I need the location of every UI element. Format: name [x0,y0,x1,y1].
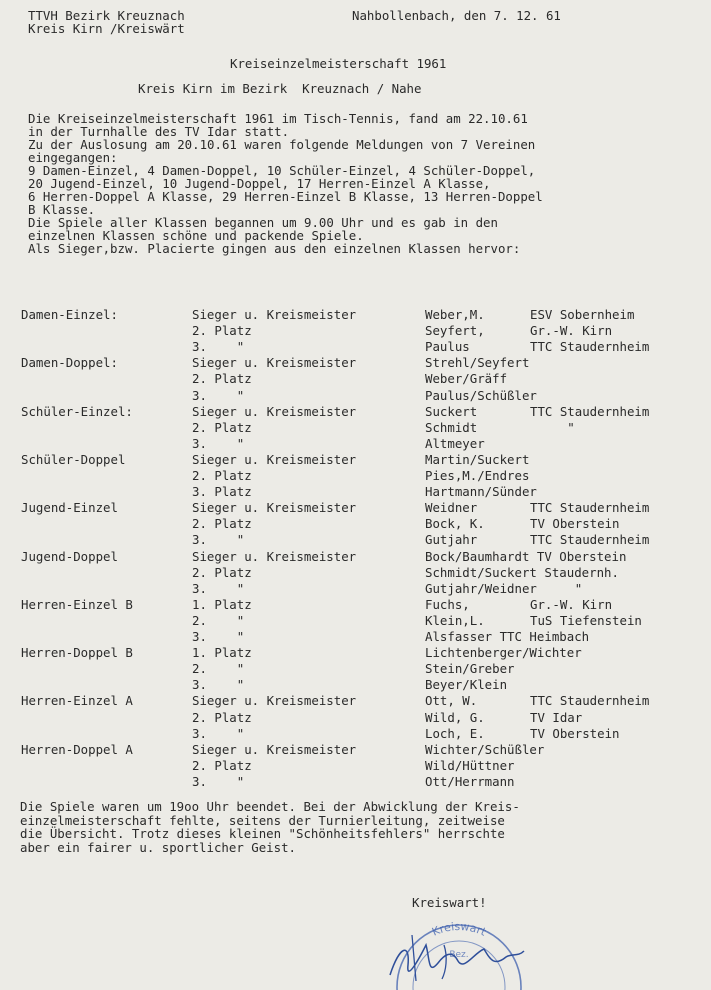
result-place: Sieger u. Kreismeister [192,500,357,516]
result-row [0,758,711,773]
result-row [0,532,711,547]
result-row [0,613,711,628]
result-row [0,388,711,403]
result-row [0,629,711,644]
result-name: Altmeyer [425,435,485,451]
result-name: Wild/Hüttner [425,757,515,773]
result-place: 3. " [192,629,245,644]
result-name: Schmidt/Suckert Staudernh. [425,564,619,580]
intro-line: eingegangen: [28,150,118,165]
result-name: Hartmann/Sünder [425,484,537,500]
result-place: 2. Platz [192,371,252,387]
result-place: 1. Platz [192,596,252,612]
result-row [0,484,711,499]
result-row [0,371,711,386]
result-row [0,500,711,515]
official-stamp [382,905,532,990]
result-name: Bock, K. [425,516,485,532]
result-name: Bock/Baumhardt TV Oberstein [425,548,627,564]
result-name: Strehl/Seyfert [425,355,530,371]
result-place: Sieger u. Kreismeister [192,693,357,709]
result-category: Schüler-Doppel [21,451,126,467]
result-place: 2. Platz [192,709,252,725]
result-category: Herren-Doppel B [21,645,133,661]
result-place: 2. Platz [192,757,252,773]
stamp-inner-text: Bez. [449,950,469,960]
result-name: Alsfasser TTC Heimbach [425,629,590,644]
result-place: 2. Platz [192,516,252,532]
result-name: Suckert [425,403,478,419]
result-club: TuS Tiefenstein [530,612,642,628]
result-place: 3. " [192,435,245,451]
result-place: 3. " [192,725,245,741]
result-name: Weber,M. [425,307,485,322]
result-row [0,549,711,564]
signature-label: Kreiswart! [412,895,487,910]
intro-line: Die Spiele aller Klassen begannen um 9.00 Uhr und es gab in den [28,215,498,230]
result-category: Herren-Doppel A [21,741,133,757]
result-category: Jugend-Doppel [21,548,118,564]
result-club: TTC Staudernheim [530,532,650,548]
result-name: Weber/Gräff [425,371,508,387]
result-club: TTC Staudernheim [530,500,650,516]
stamp-text: Kreiswart [430,919,489,939]
result-place: 3. Platz [192,484,252,500]
result-row [0,774,711,789]
result-name: Lichtenberger/Wichter [425,645,582,661]
result-place: 3. " [192,387,245,403]
result-row [0,404,711,419]
result-club: " [530,580,583,596]
result-name: Ott, W. [425,693,478,709]
result-club: TV Oberstein [530,725,620,741]
result-place: 3. " [192,532,245,548]
result-category: Herren-Einzel A [21,693,133,709]
result-name: Seyfert, [425,323,485,339]
result-club: TV Idar [530,709,583,725]
intro-line: B Klasse. [28,202,96,217]
closing-line: einzelmeisterschaft fehlte, seitens der Turnierleitung, zeitweise [20,812,505,828]
result-name: Loch, E. [425,725,485,741]
result-row [0,742,711,757]
result-row [0,565,711,580]
result-name: Paulus/Schüßler [425,387,537,403]
result-place: Sieger u. Kreismeister [192,741,357,757]
result-place: 3. " [192,580,245,596]
result-row [0,726,711,741]
result-place: 2. Platz [192,419,252,435]
result-name: Paulus [425,339,470,355]
result-row [0,339,711,354]
result-row [0,677,711,692]
intro-line: einzelnen Klassen schöne und packende Spiele. [28,228,364,243]
result-row [0,645,711,660]
result-row [0,581,711,596]
result-row [0,420,711,435]
result-name: Wild, G. [425,709,485,725]
result-row [0,710,711,725]
result-place: 3. " [192,677,245,693]
result-club: " [530,419,575,435]
result-place: 2. " [192,661,245,677]
result-row [0,516,711,531]
intro-line: 9 Damen-Einzel, 4 Damen-Doppel, 10 Schüler-Einzel, 4 Schüler-Doppel, [28,163,536,178]
result-name: Gutjahr [425,532,478,548]
intro-line: 6 Herren-Doppel A Klasse, 29 Herren-Einzel B Klasse, 13 Herren-Doppel [28,189,543,204]
result-name: Ott/Herrmann [425,773,515,789]
result-club: TTC Staudernheim [530,693,650,709]
result-place: 2. Platz [192,323,252,339]
result-row [0,452,711,467]
result-name: Wichter/Schüßler [425,741,545,757]
intro-line: in der Turnhalle des TV Idar statt. [28,124,290,139]
result-name: Schmidt [425,419,478,435]
result-row [0,597,711,612]
result-club: Gr.-W. Kirn [530,323,613,339]
doc-subtitle: Kreis Kirn im Bezirk Kreuznach / Nahe [138,81,422,96]
result-place: Sieger u. Kreismeister [192,451,357,467]
result-row [0,468,711,483]
org-line-2: Kreis Kirn /Kreiswärt [28,21,185,36]
result-place: Sieger u. Kreismeister [192,403,357,419]
result-name: Fuchs, [425,596,470,612]
result-club: Gr.-W. Kirn [530,596,613,612]
result-row [0,693,711,708]
result-category: Damen-Einzel: [21,307,118,322]
result-place: Sieger u. Kreismeister [192,355,357,371]
intro-line: Zu der Auslosung am 20.10.61 waren folgende Meldungen von 7 Vereinen [28,137,536,152]
result-place: Sieger u. Kreismeister [192,307,357,322]
result-place: 1. Platz [192,645,252,661]
result-place: 2. " [192,612,245,628]
result-place: 3. " [192,773,245,789]
intro-line: 20 Jugend-Einzel, 10 Jugend-Doppel, 17 Herren-Einzel A Klasse, [28,176,491,191]
result-name: Martin/Suckert [425,451,530,467]
result-club: TTC Staudernheim [530,339,650,355]
result-club: ESV Sobernheim [530,307,635,322]
result-category: Damen-Doppel: [21,355,118,371]
result-name: Gutjahr/Weidner [425,580,537,596]
intro-line: Als Sieger,bzw. Placierte gingen aus den einzelnen Klassen hervor: [28,241,521,256]
doc-title: Kreiseinzelmeisterschaft 1961 [230,56,447,71]
result-name: Pies,M./Endres [425,468,530,483]
org-line-1: TTVH Bezirk Kreuznach [28,8,185,23]
closing-line: die Übersicht. Trotz dieses kleinen "Schönheitsfehlers" herrschte [20,826,505,841]
result-name: Klein,L. [425,612,485,628]
result-row [0,661,711,676]
closing-line: Die Spiele waren um 19oo Uhr beendet. Bei der Abwicklung der Kreis- [20,799,520,814]
intro-line: Die Kreiseinzelmeisterschaft 1961 im Tisch-Tennis, fand am 22.10.61 [28,111,528,126]
result-name: Weidner [425,500,478,516]
result-place: Sieger u. Kreismeister [192,548,357,564]
result-category: Schüler-Einzel: [21,403,133,419]
result-row [0,307,711,322]
result-category: Jugend-Einzel [21,500,118,516]
result-row [0,355,711,370]
result-row [0,436,711,451]
result-club: TV Oberstein [530,516,620,532]
result-club: TTC Staudernheim [530,403,650,419]
result-place: 2. Platz [192,564,252,580]
place-date: Nahbollenbach, den 7. 12. 61 [352,8,561,23]
result-row [0,323,711,338]
svg-text:Kreiswart [430,920,489,939]
result-category: Herren-Einzel B [21,596,133,612]
closing-line: aber ein fairer u. sportlicher Geist. [20,839,297,855]
result-place: 3. " [192,339,245,355]
result-name: Beyer/Klein [425,677,508,693]
result-name: Stein/Greber [425,661,515,677]
result-place: 2. Platz [192,468,252,483]
